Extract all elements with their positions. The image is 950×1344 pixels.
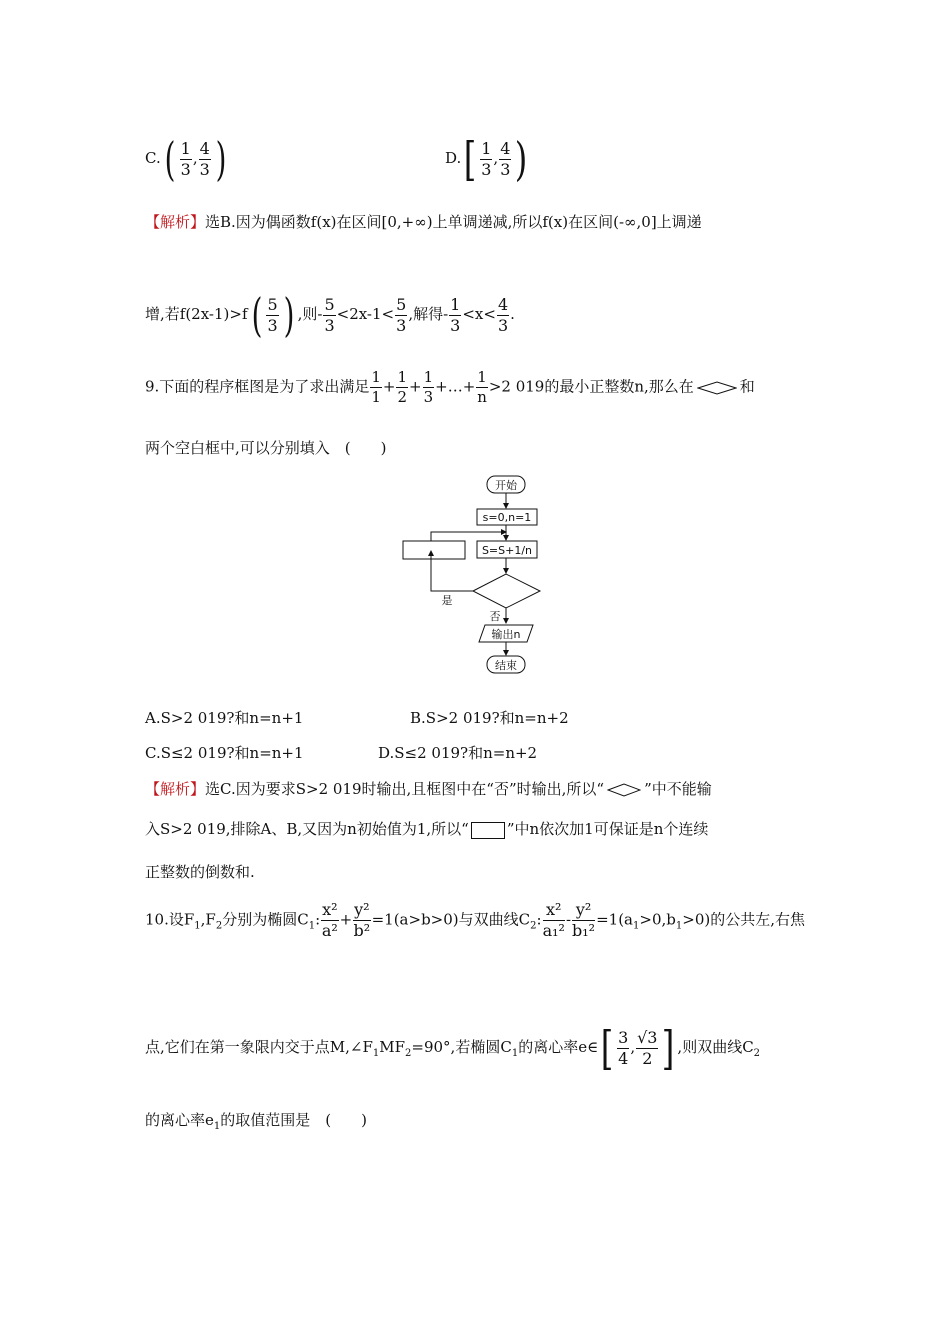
question-9-line-2: 两个空白框中,可以分别填入 ( ) — [145, 439, 387, 457]
flowchart — [395, 470, 555, 680]
option-c-label: C. — [145, 149, 161, 167]
blank-box-icon — [471, 822, 505, 839]
question-10-line-2: 点,它们在第一象限内交于点$M,\angle F_1MF_2=90^\circ$,若椭圆$C_1$的离心率e∈[ $\frac{3}{4}$ , $\frac{√3}{2}$ ] ,则双曲线$C_2$ — [145, 1021, 761, 1075]
flow-init-label: s=0,n=1 — [482, 511, 532, 524]
question-9-line-1: 9.下面的程序框图是为了求出满足 $\frac{1}{1}$ + $\frac{1}{2}$ + $\frac{1}{3}$ +…+ $\frac{1}{n}$ >2 019的最小正整数n,那么在 和 — [145, 368, 755, 406]
q9-option-c: C.S≤2 019?和n=n+1 — [145, 744, 304, 762]
option-d: D.[ $\frac{1}{3}$ , $\frac{4}{3}$ ) — [445, 132, 528, 186]
diamond-icon — [697, 381, 737, 395]
question-10-line-3: 的离心率$e_1$的取值范围是 ( ) — [145, 1111, 367, 1132]
flow-decision-diamond — [473, 574, 540, 608]
flow-yes-label: 是 — [441, 594, 453, 607]
flow-blank-box — [403, 541, 465, 559]
flow-start-label: 开始 — [495, 479, 517, 492]
flow-update-label: S=S+1/n — [481, 544, 533, 557]
solution-8-line-2: 增,若f(2x-1)>f( $\frac{5}{3}$ ) ,则- $\frac{5}{3}$ <2x-1< $\frac{5}{3}$ ,解得- $\frac{1}{3}$ <x< $\frac{4}{3}$ . — [145, 288, 515, 342]
solution-8-line-1: 【解析】选B.因为偶函数f(x)在区间[0,+∞)上单调递减,所以f(x)在区间(-∞,0]上调递 — [145, 213, 702, 231]
option-d-label: D. — [445, 149, 462, 167]
q9-option-d: D.S≤2 019?和n=n+2 — [378, 744, 538, 762]
flow-end-label: 结束 — [495, 659, 517, 672]
question-10-line-1: 10.设$F_1,F_2$分别为椭圆$C_1$: $\frac{\text{x²}}{\text{a²}}$ + $\frac{\text{y²}}{\text{b²}}$ =1(a>b>0)与双曲线$C_2$: $\frac{\text{x²}}{\text{a₁²}}$ - $\frac{\text{y²}}{\text{b₁²}}$ $=1(a_1>0,b_1>0)$的公共左,右焦 — [145, 900, 805, 940]
solution-tag: 【解析】 — [145, 780, 206, 798]
solution-tag: 【解析】 — [145, 213, 206, 231]
diamond-icon — [607, 783, 641, 797]
flow-no-label: 否 — [489, 610, 501, 623]
solution-9-line-3: 正整数的倒数和. — [145, 863, 255, 881]
q9-option-b: B.S>2 019?和n=n+2 — [410, 709, 569, 727]
q9-option-a: A.S>2 019?和n=n+1 — [145, 709, 304, 727]
solution-9-line-1: 【解析】选C.因为要求S>2 019时输出,且框图中在“否”时输出,所以“ ”中不能输 — [145, 780, 712, 798]
option-c: C.( $\frac{1}{3}$ , $\frac{4}{3}$ ) — [145, 132, 227, 186]
solution-9-line-2: 入S>2 019,排除A、B,又因为n初始值为1,所以“ ”中n依次加1可保证是n个连续 — [145, 820, 709, 838]
flow-output-label: 输出n — [491, 628, 521, 641]
